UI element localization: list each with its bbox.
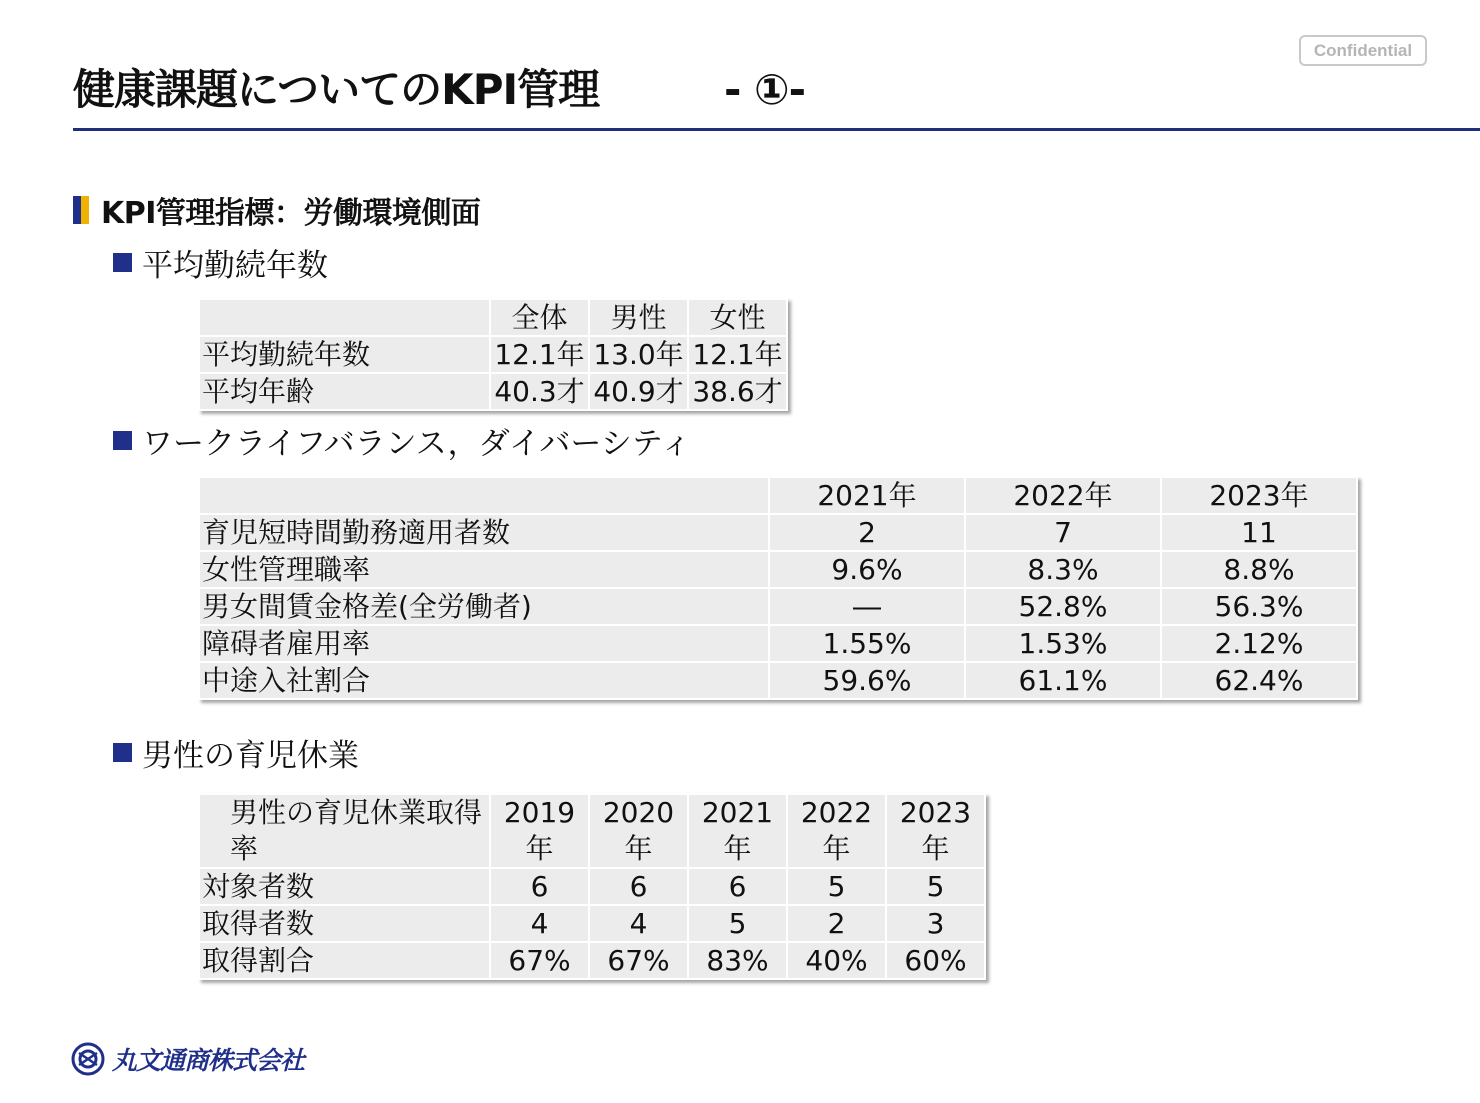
table-row: [200, 906, 984, 941]
table-row: [200, 374, 786, 409]
subheading-wlb: [113, 420, 691, 460]
section-marker-icon: [73, 196, 89, 224]
table-cell: 67%: [491, 943, 588, 978]
table-cell: 8.3%: [966, 552, 1160, 587]
table-cell: 8.8%: [1162, 552, 1356, 587]
table-cell: 5: [689, 906, 786, 941]
table-row: [200, 869, 984, 904]
table-cell: 障碍者雇用率: [200, 626, 768, 661]
table-cell: 7: [966, 515, 1160, 550]
table-cell: 5: [788, 869, 885, 904]
company-logo-icon: [70, 1041, 106, 1077]
table-header-cell: 2023年: [887, 795, 984, 867]
bullet-square-icon: [113, 431, 132, 450]
section-heading-label: KPI管理指標：労働環境側面: [101, 196, 481, 231]
page-title-number: - ①-: [724, 65, 806, 114]
bullet-square-icon: [113, 743, 132, 762]
table-cell: 12.1年: [689, 337, 786, 372]
table-cell: 13.0年: [590, 337, 687, 372]
table-cell: 育児短時間勤務適用者数: [200, 515, 768, 550]
table-cell: 2: [788, 906, 885, 941]
table-header-cell: 2023年: [1162, 478, 1356, 513]
table-header-cell: [200, 300, 489, 335]
table-header-cell: 女性: [689, 300, 786, 335]
subheading-leave: [113, 732, 359, 772]
subheading-tenure: [113, 242, 328, 282]
table-cell: 女性管理職率: [200, 552, 768, 587]
table-cell: 2.12%: [1162, 626, 1356, 661]
table-header-cell: 2022年: [966, 478, 1160, 513]
table-cell: 取得割合: [200, 943, 489, 978]
table-header-cell: 2021年: [770, 478, 964, 513]
table-header-cell: 男性: [590, 300, 687, 335]
table-header-cell: 2019年: [491, 795, 588, 867]
table-cell: 12.1年: [491, 337, 588, 372]
section-heading: [73, 190, 480, 230]
bullet-square-icon: [113, 253, 132, 272]
table-row: [200, 589, 1356, 624]
table-row: [200, 943, 984, 978]
table-header-cell: 全体: [491, 300, 588, 335]
table-cell: 40%: [788, 943, 885, 978]
table-cell: 1.53%: [966, 626, 1160, 661]
table-cell: ―: [770, 589, 964, 624]
table-cell: 56.3%: [1162, 589, 1356, 624]
table-row: [200, 337, 786, 372]
tenure-table: [198, 298, 788, 411]
table-cell: 対象者数: [200, 869, 489, 904]
table-cell: 3: [887, 906, 984, 941]
table-cell: 83%: [689, 943, 786, 978]
table-cell: 52.8%: [966, 589, 1160, 624]
table-cell: 6: [590, 869, 687, 904]
table-cell: 中途入社割合: [200, 663, 768, 698]
table-cell: 40.3才: [491, 374, 588, 409]
table-cell: 2: [770, 515, 964, 550]
company-name: 丸文通商株式会社: [112, 1046, 305, 1075]
subheading-leave-label: 男性の育児休業: [142, 737, 359, 774]
wlb-table: [198, 476, 1358, 700]
table-header-cell: 2021年: [689, 795, 786, 867]
leave-table: [198, 793, 986, 980]
company-logo: [70, 1040, 304, 1078]
confidential-badge: Confidential: [1299, 35, 1427, 66]
table-cell: 38.6才: [689, 374, 786, 409]
subheading-tenure-label: 平均勤続年数: [142, 247, 328, 284]
table-row: [200, 552, 1356, 587]
table-row: [200, 663, 1356, 698]
table-cell: 67%: [590, 943, 687, 978]
title-divider: [73, 128, 1480, 131]
table-cell: 5: [887, 869, 984, 904]
table-cell: 6: [689, 869, 786, 904]
table-cell: 男女間賃金格差(全労働者): [200, 589, 768, 624]
table-cell: 59.6%: [770, 663, 964, 698]
table-header-row: [200, 478, 1356, 513]
table-cell: 取得者数: [200, 906, 489, 941]
table-cell: 9.6%: [770, 552, 964, 587]
table-header-cell: 男性の育児休業取得率: [200, 795, 489, 867]
table-cell: 40.9才: [590, 374, 687, 409]
table-header-cell: [200, 478, 768, 513]
table-cell: 1.55%: [770, 626, 964, 661]
table-cell: 62.4%: [1162, 663, 1356, 698]
table-row: [200, 515, 1356, 550]
table-cell: 61.1%: [966, 663, 1160, 698]
table-header-row: [200, 300, 786, 335]
table-cell: 60%: [887, 943, 984, 978]
table-row: [200, 626, 1356, 661]
page-title: [73, 62, 806, 118]
table-cell: 平均年齢: [200, 374, 489, 409]
table-cell: 4: [491, 906, 588, 941]
table-cell: 11: [1162, 515, 1356, 550]
table-header-cell: 2022年: [788, 795, 885, 867]
table-cell: 平均勤続年数: [200, 337, 489, 372]
table-header-row: [200, 795, 984, 867]
subheading-wlb-label: ワークライフバランス，ダイバーシティ: [142, 425, 692, 462]
page-title-main: 健康課題についてのKPI管理: [73, 65, 600, 114]
table-header-cell: 2020年: [590, 795, 687, 867]
table-cell: 4: [590, 906, 687, 941]
table-cell: 6: [491, 869, 588, 904]
